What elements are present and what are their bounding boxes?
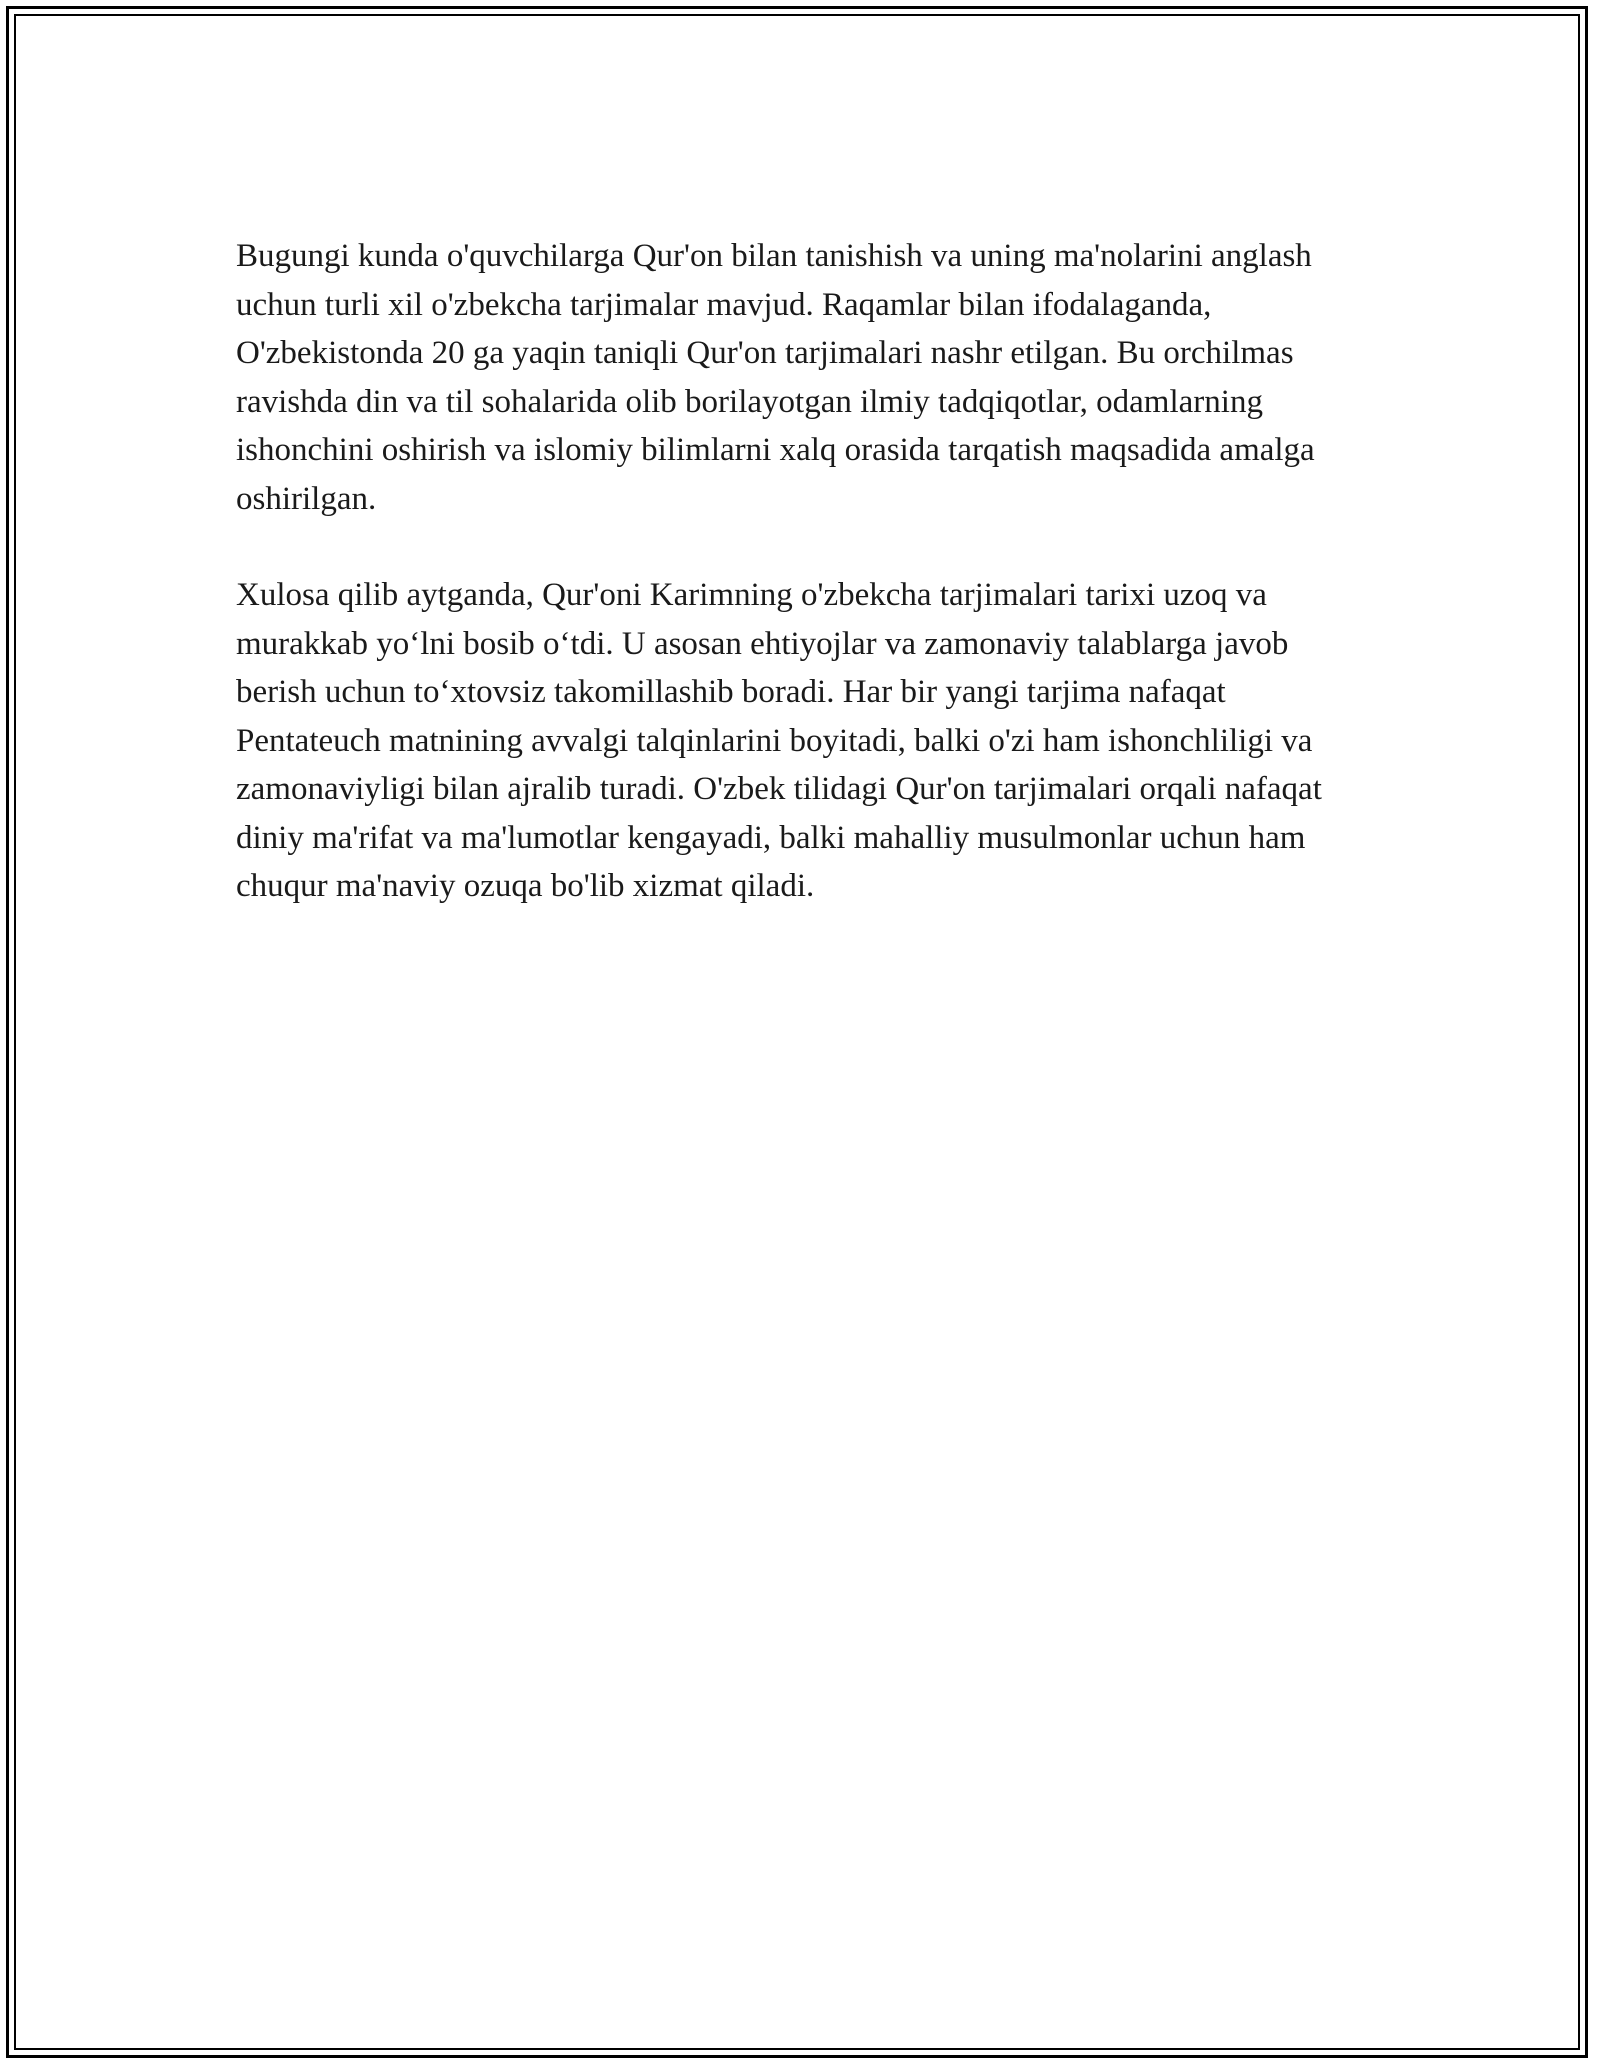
paragraph-1: Bugungi kunda o'quvchilarga Qur'on bilan tanishish va uning ma'nolarini anglash uchun turli xil o'zbekcha tarjimalar mavjud. Raqamlar bilan ifodalaganda, O'zbekistonda 20 ga yaqin taniqli Qur'on tarjimalari nashr etilgan. Bu orchilmas ravishda din va til sohalarida olib borilayotgan ilmiy tadqiqotlar, odamlarning ishonchini oshirish va islomiy bilimlarni xalq orasida tarqatish maqsadida amalga oshirilgan.	[236, 238, 1315, 517]
paragraph-2: Xulosa qilib aytganda, Qur'oni Karimning o'zbekcha tarjimalari tarixi uzoq va murakkab yo‘lni bosib o‘tdi. U asosan ehtiyojlar va zamonaviy talablarga javob berish uchun to‘xtovsiz takomillashib boradi. Har bir yangi tarjima nafaqat Pentateuch matnining avvalgi talqinlarini boyitadi, balki o'zi ham ishonchliligi va zamonaviyligi bilan ajralib turadi. O'zbek tilidagi Qur'on tarjimalari orqali nafaqat diniy ma'rifat va ma'lumotlar kengayadi, balki mahalliy musulmonlar uchun ham chuqur ma'naviy ozuqa bo'lib xizmat qiladi.	[236, 577, 1322, 904]
document-body	[236, 232, 1376, 911]
